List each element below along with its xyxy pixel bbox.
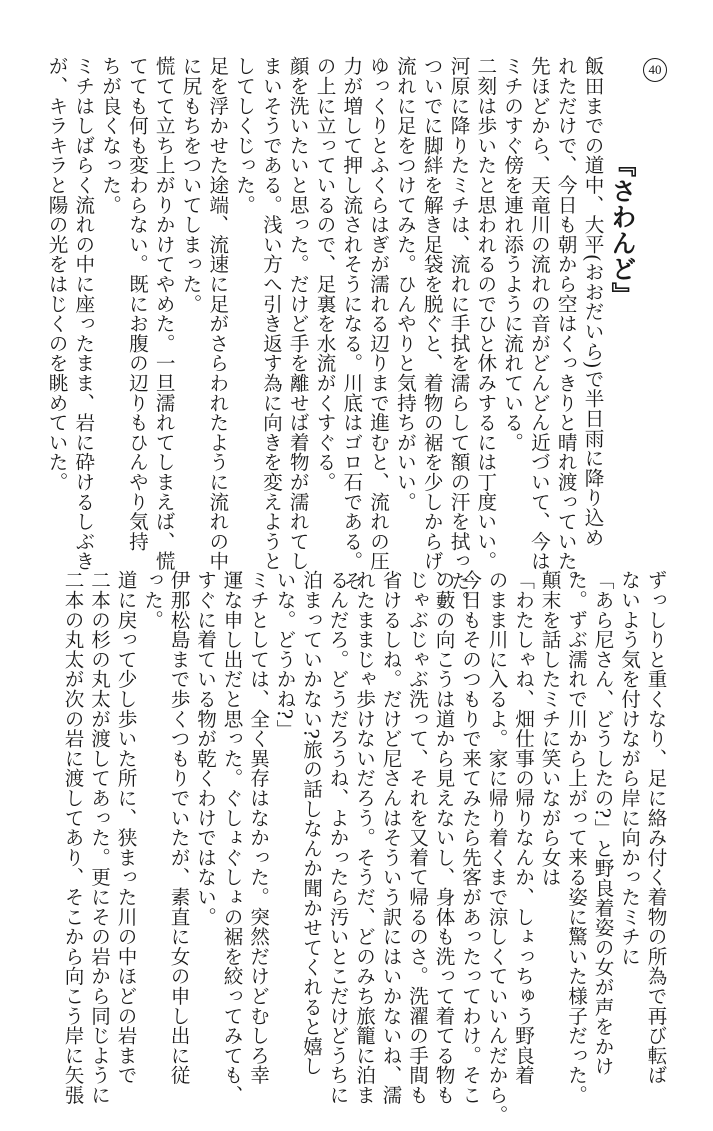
- text-line: 二刻は歩いたと思われるのでひと休みするには丁度いい。: [473, 56, 497, 571]
- text-line: 伊那松島まで歩くつもりでいたが、素直に女の申し出に従: [167, 570, 190, 1085]
- text-line: れただけで、今日も朝から空はくっきりと晴れ渡っていた。: [554, 56, 578, 591]
- text-line: 省けるしね。だけど尼さんはそういう訳にはいかないね、濡: [379, 570, 402, 1105]
- text-line: まいそうである。浅い方へ引き返す為に向きを変えようと: [259, 56, 283, 571]
- text-line: 飯田までの道中、大平(おおだいら)で半日雨に降り込め: [581, 56, 604, 547]
- page-number: 40: [643, 58, 667, 82]
- text-line: 顔を洗いたいと思った。だけど手を離せば着物が濡れてし: [286, 56, 310, 571]
- text-line: ゆっくりとふくらはぎが濡れる辺りまで進むと、流れの圧: [366, 56, 390, 571]
- text-line: してしくじった。: [232, 56, 256, 215]
- text-line: が、キラキラと陽の光をはじくのを眺めていた。: [45, 56, 68, 492]
- text-line: 「わたしゃね、畑仕事の帰りなんか、しょっちゅう野良着: [511, 570, 535, 1085]
- text-line: 慌てて立ち上がりかけてやめた。一旦濡れてしまえば、慌: [152, 56, 176, 571]
- text-line: 「あら尼さん、どうしたの?」と野良着姿の女が声をかけ: [591, 570, 614, 1076]
- text-line: の上に立っているので、足裏を水流がくすぐる。: [313, 56, 336, 492]
- text-line: ずっしりと重くなり、足に絡み付く着物の所為で再び転ば: [644, 570, 667, 1085]
- text-line: 力が増して押し流されそうになる。川底はゴロ石である。そ: [339, 56, 363, 591]
- text-line: ミチはしばらく流れの中に座ったまま、岩に砕けるしぶき: [71, 56, 95, 571]
- text-line: 運な申し出だと思った。ぐしょぐしょの裾を絞ってみても、: [220, 570, 243, 1105]
- text-line: 河原に降りたミチは、流れに手拭を濡らして額の汗を拭った。: [447, 56, 470, 611]
- text-line: の藪の向こうは道から見えないし、身体も洗って着てる物も: [432, 570, 455, 1105]
- text-line: 先ほどから、天竜川の流れの音がどんどん近づいて、今は: [527, 56, 551, 571]
- text-line: てても何も変わらない。既にお腹の辺りもひんやり気持: [125, 56, 149, 551]
- text-line: いな。どうかね?」: [273, 570, 296, 740]
- text-line: た。ずぶ濡れで川から上がって来る姿に驚いた様子だった。: [564, 570, 588, 1105]
- text-line: 今日もそのつもりで来てみたら先客があったってわけ。そこ: [458, 570, 482, 1105]
- text-line: ミチとしては、全く異存はなかった。突然だけどむしろ幸: [246, 570, 270, 1085]
- text-line: すぐに着ている物が乾くわけではない。: [193, 570, 217, 927]
- text-line: 二本の杉の丸太が渡してあった。更にその岩から同じように: [87, 570, 111, 1105]
- text-line: 流れに足をつけてみた。ひんやりと気持ちがいい。: [393, 56, 417, 512]
- text-line: 泊まっていかない?旅の話しなんか聞かせてくれると嬉し: [299, 570, 323, 1076]
- text-line: 二本の丸太が次の岩に渡してあり、そこから向こう岸に矢張: [61, 570, 84, 1105]
- text-line: ちが良くなった。: [98, 56, 122, 215]
- text-line: じゃぶじゃぶ洗って、それを又着て帰るのさ。洗濯の手間も: [405, 570, 429, 1105]
- text-line: 足を浮かせた途端、流速に足がさらわれたように流れの中: [205, 56, 229, 571]
- text-line: に尻もちをついてしまった。: [179, 56, 202, 314]
- text-line: ないよう気を付けながら岸に向かったミチに: [617, 570, 641, 966]
- chapter-title: 『さわんど』: [608, 152, 637, 308]
- text-line: ついでに脚絆を解き足袋を脱ぐと、着物の裾を少しからげ、: [420, 56, 444, 591]
- text-line: った。: [140, 570, 164, 630]
- text-line: ミチのすぐ傍を連れ添うように流れている。: [500, 56, 524, 452]
- text-line: のまま川に入るよ。家に帰り着くまで涼しくていいんだから。: [485, 570, 508, 1125]
- text-line: 道に戻って少し歩いた所に、狭まった川の中ほどの岩まで: [114, 570, 137, 1085]
- text-line: るんだろ。どうだろうね、よかったら汚いとこだけどうちに: [326, 570, 349, 1105]
- text-line: れたままじゃ歩けないだろう。そうだ、どのみち旅籠に泊ま: [352, 570, 376, 1105]
- text-line: 顛末を話したミチに笑いながら女は: [538, 570, 561, 887]
